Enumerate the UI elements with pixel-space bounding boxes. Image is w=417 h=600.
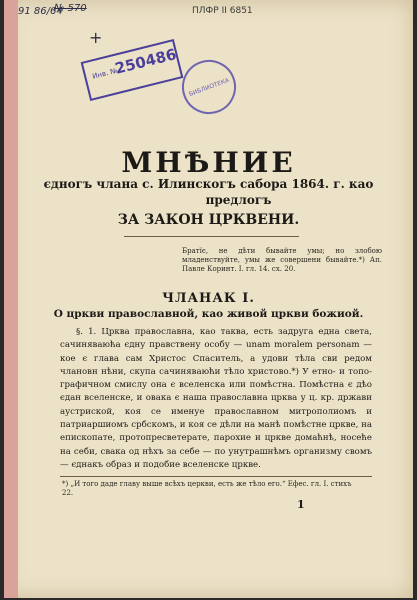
handwritten-shelf-reference: ПЛФР II 6851: [192, 6, 253, 16]
handwritten-struck-number: № 570: [54, 3, 87, 14]
stamp-prefix: Инв. №: [91, 66, 119, 81]
stamp-number: 250486: [113, 45, 179, 78]
document-title: МНѢНИЕ: [121, 146, 296, 179]
handwritten-plus-mark: +: [89, 28, 103, 47]
document-page: [4, 0, 413, 598]
epigraph: Братїє, не дѣти бывайте умы; но злобою младенствуйте, умы же совершени бывайте.*) Ап. Павле Коринт. I. гл. 14. сх. 20.: [182, 247, 382, 273]
seal-text: БИБЛИОТЕКА: [187, 76, 231, 98]
footnote-divider: [60, 476, 372, 477]
title-divider: [124, 236, 299, 237]
footnote: *) „И того даде главу выше всѣхъ церкви, есть же тѣло его.“ Ефес. гл. I. стихъ 22.: [62, 480, 352, 497]
chapter-subheading: О цркви православной, као живой цркви божиой.: [53, 308, 364, 320]
inventory-stamp: [81, 39, 184, 101]
body-text: [60, 326, 372, 472]
library-seal: [174, 52, 243, 121]
title-law-line: ЗА ЗАКОН ЦРКВЕНИ.: [117, 212, 300, 228]
paragraph-1: §. 1. Црква православна, као таква, есть задруга една света, сачиняваюћа єдну правствену особу — unam moralem personam — кое є глава сам Христос Спаситель, а удови тѣла сви редом члановн нѣни, скупа сачиняваюћи тѣло христово.*) У етно- и топо-графичном смислу она є вселенска или помѣстна. Помѣстна є дѣо єдан вселенске, и овака є наша православна црква у ц. кр. држави аустриской, коя се именуе православном митрополиомъ и патриаршиомъ србскомъ, и коя се дѣли на манѣ помѣстне цркве, на епископате, протопресветерате, парохие и цркве домаћнѣ, носеће на себи, свака од нѣхъ за себе — по унутрашнѣмъ организму свомъ — єднакъ образ и подобие вселенске цркве.: [60, 327, 372, 470]
chapter-heading: ЧЛАНАК I.: [162, 291, 255, 306]
title-subline-2: предлогъ: [205, 193, 272, 207]
handwritten-inventory-number: 91 86/64: [18, 6, 63, 17]
page-number: 1: [297, 498, 305, 511]
title-subline: єдногъ члана с. Илинскогъ сабора 1864. г. као: [43, 177, 374, 191]
